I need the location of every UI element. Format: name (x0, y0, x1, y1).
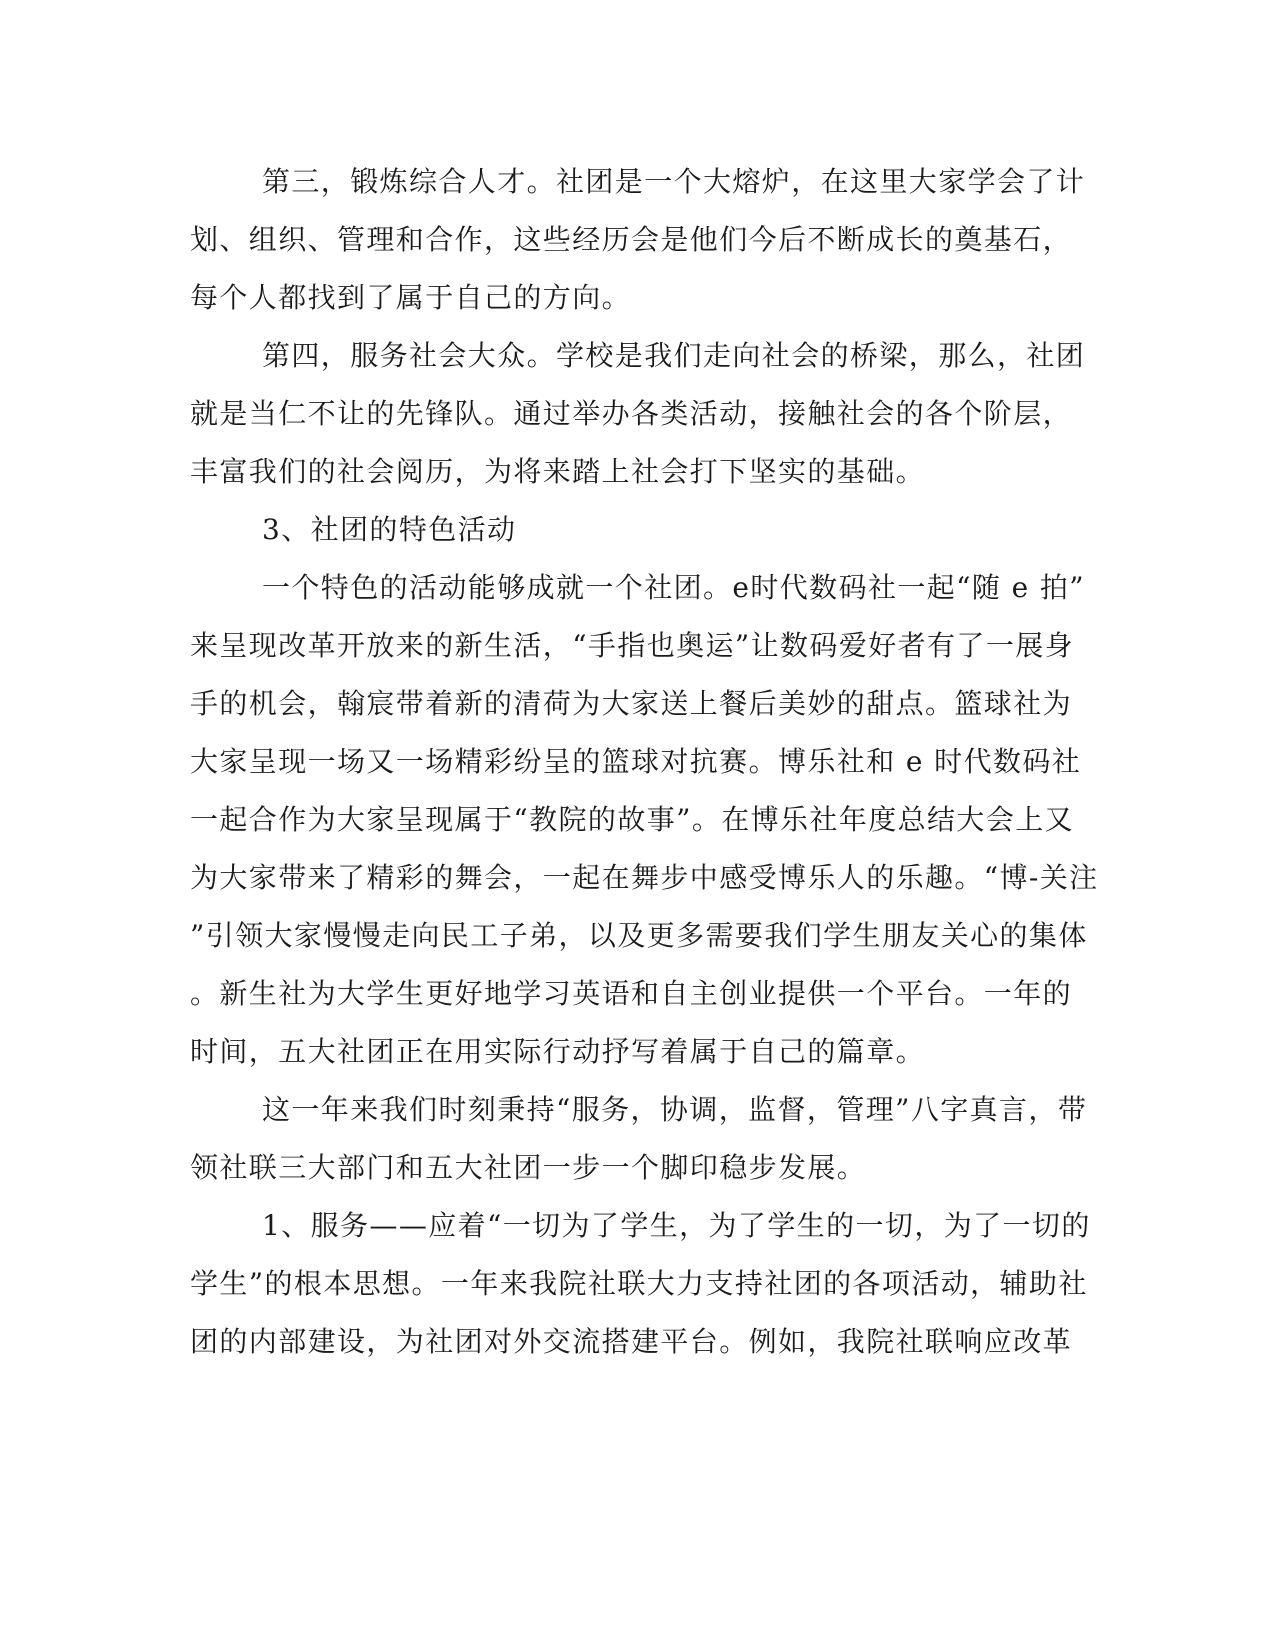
text-line: 这一年来我们时刻秉持“服务，协调，监督，管理”八字真言，带 (262, 1093, 1088, 1126)
text-line: 手的机会，翰宸带着新的清荷为大家送上餐后美妙的甜点。篮球社为 (190, 687, 1073, 720)
text-line: 团的内部建设，为社团对外交流搭建平台。例如，我院社联响应改革 (190, 1325, 1073, 1358)
text-line: 就是当仁不让的先锋队。通过举办各类活动，接触社会的各个阶层， (190, 397, 1073, 430)
text-line: 第三，锻炼综合人才。社团是一个大熔炉，在这里大家学会了计 (262, 165, 1086, 198)
text-line: 丰富我们的社会阅历，为将来踏上社会打下坚实的基础。 (190, 455, 926, 488)
text-line: 为大家带来了精彩的舞会，一起在舞步中感受博乐人的乐趣。“博-关注 (190, 861, 1099, 894)
text-line: 第四，服务社会大众。学校是我们走向社会的桥梁，那么，社团 (262, 339, 1086, 372)
section-heading: 3、社团的特色活动 (262, 513, 517, 546)
text-line: 一起合作为大家呈现属于“教院的故事”。在博乐社年度总结大会上又 (190, 803, 1075, 836)
text-line: 时间，五大社团正在用实际行动抒写着属于自己的篇章。 (190, 1035, 926, 1068)
text-line: 学生”的根本思想。一年来我院社联大力支持社团的各项活动，辅助社 (190, 1267, 1088, 1300)
text-line: 大家呈现一场又一场精彩纷呈的篮球对抗赛。博乐社和 e 时代数码社 (190, 745, 1082, 778)
text-line: 1、服务——应着“一切为了学生，为了学生的一切，为了一切的 (262, 1209, 1091, 1242)
text-line: 领社联三大部门和五大社团一步一个脚印稳步发展。 (190, 1151, 867, 1184)
text-line: ”引领大家慢慢走向民工子弟，以及更多需要我们学生朋友关心的集体 (190, 919, 1088, 952)
text-line: 来呈现改革开放来的新生活，“手指也奥运”让数码爱好者有了一展身 (190, 629, 1075, 662)
text-line: 每个人都找到了属于自己的方向。 (190, 281, 632, 314)
text-line: 划、组织、管理和合作，这些经历会是他们今后不断成长的奠基石， (190, 223, 1073, 256)
text-line: 一个特色的活动能够成就一个社团。e时代数码社一起“随 e 拍” (262, 571, 1085, 604)
text-line: 。新生社为大学生更好地学习英语和自主创业提供一个平台。一年的 (190, 977, 1073, 1010)
